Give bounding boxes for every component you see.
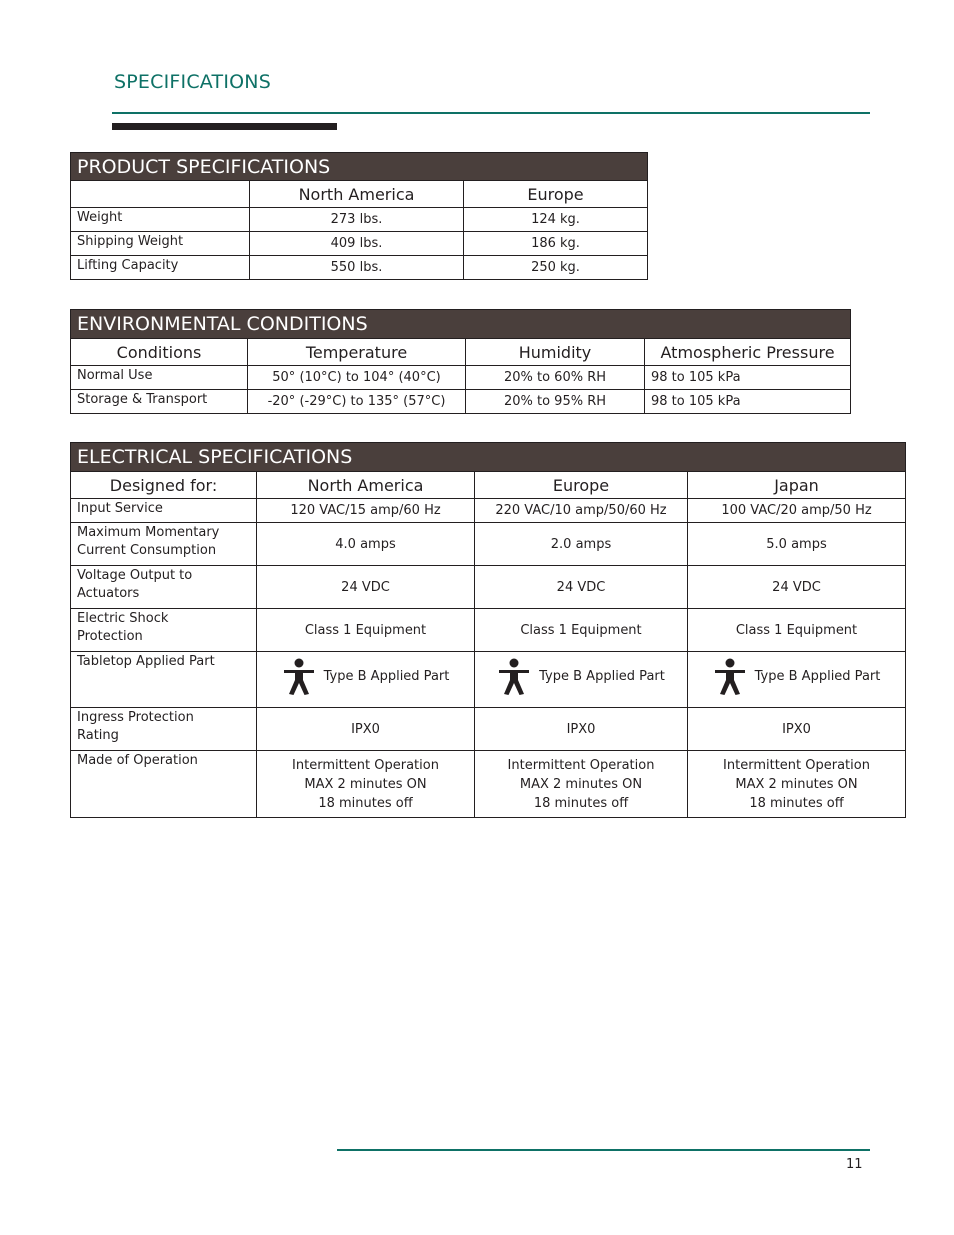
row-label: Input Service	[71, 499, 257, 523]
cell-line: 18 minutes off	[749, 795, 844, 811]
cell-line: MAX 2 minutes ON	[519, 776, 643, 792]
row-label: Lifting Capacity	[71, 256, 250, 280]
cell-line: MAX 2 minutes ON	[304, 776, 427, 792]
column-header: Temperature	[248, 339, 466, 366]
cell: 120 VAC/15 amp/60 Hz	[257, 499, 475, 523]
column-header: Atmospheric Pressure	[645, 339, 851, 366]
column-header: North America	[257, 472, 475, 499]
applied-part-text: Type B Applied Part	[323, 669, 450, 684]
row-label: Tabletop Applied Part	[71, 652, 257, 708]
table-row	[71, 390, 851, 414]
table-row	[71, 232, 648, 256]
row-label-line: Ingress Protection	[77, 710, 194, 725]
cell	[475, 652, 688, 708]
cell: 24 VDC	[257, 566, 475, 609]
table-row	[71, 708, 906, 751]
table-row	[71, 366, 851, 390]
cell: -20° (-29°C) to 135° (57°C)	[248, 390, 466, 414]
row-label	[71, 609, 257, 652]
type-b-applied-part-icon	[713, 658, 747, 696]
column-header: North America	[250, 181, 464, 208]
page-number: 11	[846, 1157, 863, 1172]
cell: 24 VDC	[475, 566, 688, 609]
row-label-line: Rating	[77, 728, 119, 743]
row-label-line: Voltage Output to	[77, 568, 193, 583]
column-header: Designed for:	[71, 472, 257, 499]
section-heading: ENVIRONMENTAL CONDITIONS	[71, 310, 851, 339]
row-label: Storage & Transport	[71, 390, 248, 414]
applied-part-text: Type B Applied Part	[754, 669, 881, 684]
cell: 124 kg.	[464, 208, 648, 232]
electrical-specifications-table	[70, 442, 906, 818]
table-row	[71, 256, 648, 280]
cell: Class 1 Equipment	[688, 609, 906, 652]
type-b-applied-part-icon	[497, 658, 531, 696]
product-specifications-table	[70, 152, 648, 280]
row-label-line: Electric Shock	[77, 611, 169, 626]
cell: 250 kg.	[464, 256, 648, 280]
row-label-line: Protection	[77, 629, 143, 644]
cell: Class 1 Equipment	[475, 609, 688, 652]
table-row	[71, 499, 906, 523]
cell-line: 18 minutes off	[533, 795, 629, 811]
cell: IPX0	[688, 708, 906, 751]
cell: 24 VDC	[688, 566, 906, 609]
table-row	[71, 566, 906, 609]
cell: 273 lbs.	[250, 208, 464, 232]
row-label-line: Maximum Momentary	[77, 525, 220, 540]
row-label: Normal Use	[71, 366, 248, 390]
table-row	[71, 523, 906, 566]
section-heading: PRODUCT SPECIFICATIONS	[71, 153, 648, 181]
row-label	[71, 708, 257, 751]
table-row	[71, 208, 648, 232]
cell: 4.0 amps	[257, 523, 475, 566]
cell: 20% to 60% RH	[466, 366, 645, 390]
table-row	[71, 609, 906, 652]
row-label: Made of Operation	[71, 751, 257, 818]
cell	[257, 652, 475, 708]
cell: IPX0	[475, 708, 688, 751]
table-row	[71, 751, 906, 818]
row-label: Weight	[71, 208, 250, 232]
row-label	[71, 523, 257, 566]
cell	[688, 652, 906, 708]
cell: 20% to 95% RH	[466, 390, 645, 414]
column-header: Humidity	[466, 339, 645, 366]
footer-rule	[337, 1149, 870, 1151]
cell: 5.0 amps	[688, 523, 906, 566]
title-rule	[112, 112, 870, 114]
row-label-line: Current Consumption	[77, 543, 217, 558]
cell: 100 VAC/20 amp/50 Hz	[688, 499, 906, 523]
cell: 98 to 105 kPa	[645, 366, 851, 390]
column-header: Europe	[464, 181, 648, 208]
row-label: Shipping Weight	[71, 232, 250, 256]
cell-line: MAX 2 minutes ON	[735, 776, 858, 792]
table-row	[71, 652, 906, 708]
cell	[475, 751, 688, 818]
cell-line: Intermittent Operation	[507, 757, 655, 773]
column-header	[71, 181, 250, 208]
cell-line: 18 minutes off	[318, 795, 413, 811]
cell: 50° (10°C) to 104° (40°C)	[248, 366, 466, 390]
title-bar-accent	[112, 123, 337, 130]
cell: 186 kg.	[464, 232, 648, 256]
environmental-conditions-table	[70, 309, 851, 414]
applied-part-text: Type B Applied Part	[539, 669, 665, 684]
column-header: Conditions	[71, 339, 248, 366]
cell: 98 to 105 kPa	[645, 390, 851, 414]
column-header: Europe	[475, 472, 688, 499]
cell	[257, 751, 475, 818]
cell: 409 lbs.	[250, 232, 464, 256]
cell: 550 lbs.	[250, 256, 464, 280]
cell-line: Intermittent Operation	[292, 757, 439, 773]
cell: 2.0 amps	[475, 523, 688, 566]
cell	[688, 751, 906, 818]
section-heading: ELECTRICAL SPECIFICATIONS	[71, 443, 906, 472]
column-header: Japan	[688, 472, 906, 499]
cell: Class 1 Equipment	[257, 609, 475, 652]
type-b-applied-part-icon	[282, 658, 316, 696]
cell: IPX0	[257, 708, 475, 751]
row-label	[71, 566, 257, 609]
row-label-line: Actuators	[77, 586, 140, 601]
cell-line: Intermittent Operation	[723, 757, 870, 773]
cell: 220 VAC/10 amp/50/60 Hz	[475, 499, 688, 523]
page-title: SPECIFICATIONS	[114, 71, 271, 93]
